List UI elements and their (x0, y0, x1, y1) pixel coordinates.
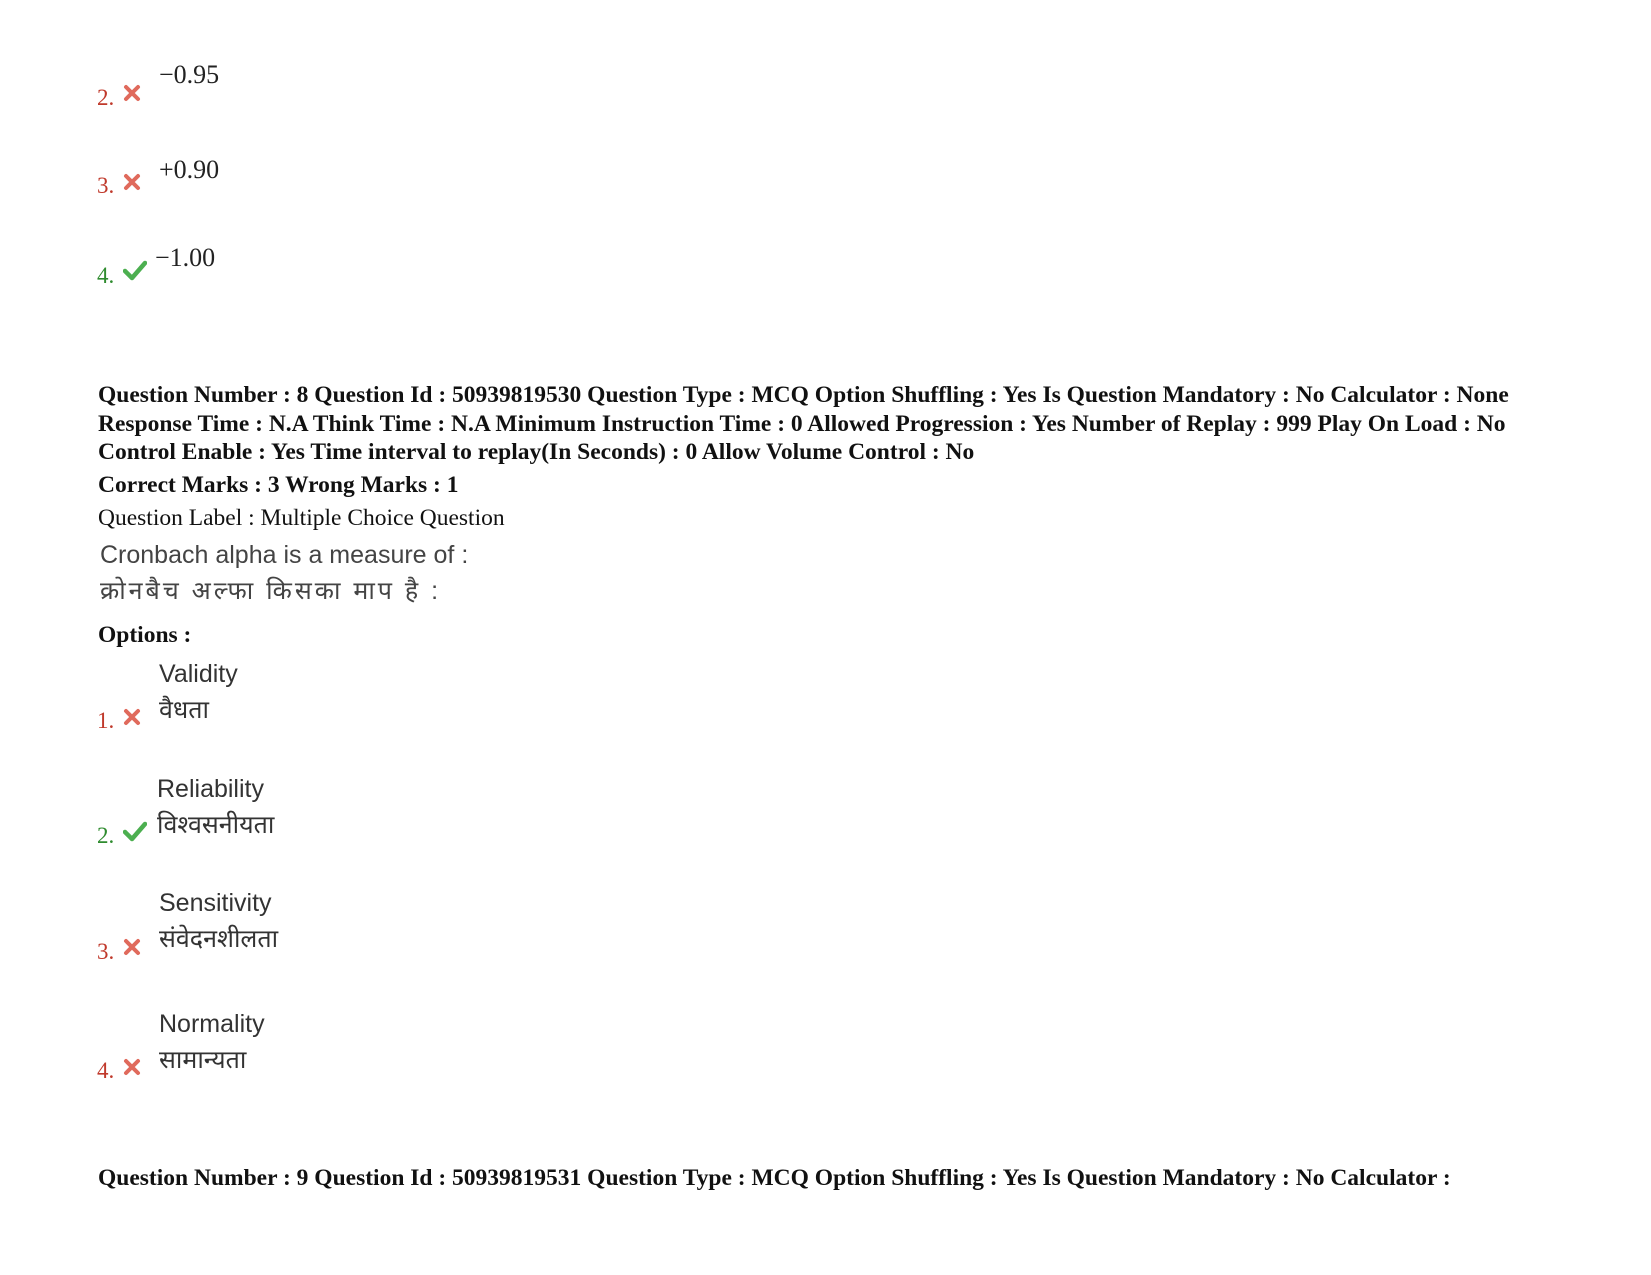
check-icon (123, 259, 145, 281)
option-number: 4. (97, 1058, 115, 1083)
question-9-meta: Question Number : 9 Question Id : 50939819531 Question Type : MCQ Option Shuffling : Yes Is Question Mandatory : No Calculator : (98, 1165, 1451, 1191)
question-8-text (100, 537, 468, 609)
option-number: 4. (97, 263, 115, 288)
cross-icon (123, 1058, 145, 1080)
option-text (159, 885, 278, 957)
option-text: −1.00 (155, 243, 216, 272)
option-english: Reliability (157, 775, 264, 803)
option-number: 2. (97, 85, 115, 110)
option-number: 3. (97, 939, 115, 964)
question-8-meta: Question Number : 8 Question Id : 50939819530 Question Type : MCQ Option Shuffling : Yes Is Question Mandatory : No Calculator : None Response Time : N.A Think Time : N.A Minimum Instruction Time : 0 Allowed Progression : Yes Number of Replay : 999 Play On Load : No Control Enable : Yes Time interval to replay(In Seconds) : 0 Allow Volume Control : No (98, 382, 1509, 465)
cross-icon (123, 84, 145, 106)
option-hindi: संवेदनशीलता (159, 925, 279, 953)
options-heading: Options : (98, 622, 192, 648)
option-text (159, 656, 238, 728)
option-text: −0.95 (159, 60, 220, 89)
option-hindi: विश्वसनीयता (157, 811, 275, 839)
option-english: Normality (159, 1010, 265, 1038)
option-hindi: वैधता (159, 696, 210, 724)
option-text (159, 1006, 265, 1078)
option-english: Validity (159, 660, 238, 688)
question-8-marks: Correct Marks : 3 Wrong Marks : 1 (98, 472, 459, 498)
cross-icon (123, 173, 145, 195)
option-number: 1. (97, 708, 115, 733)
question-8-label: Question Label : Multiple Choice Question (98, 505, 505, 531)
option-number: 2. (97, 823, 115, 848)
cross-icon (123, 938, 145, 960)
option-number: 3. (97, 173, 115, 198)
option-english: Sensitivity (159, 889, 272, 917)
option-text: +0.90 (159, 155, 220, 184)
question-text-hindi: क्रोनबैच अल्फा किसका माप है : (100, 577, 442, 605)
option-hindi: सामान्यता (159, 1046, 247, 1074)
check-icon (123, 820, 145, 842)
question-text-english: Cronbach alpha is a measure of : (100, 541, 469, 569)
option-text (157, 771, 274, 843)
cross-icon (123, 708, 145, 730)
